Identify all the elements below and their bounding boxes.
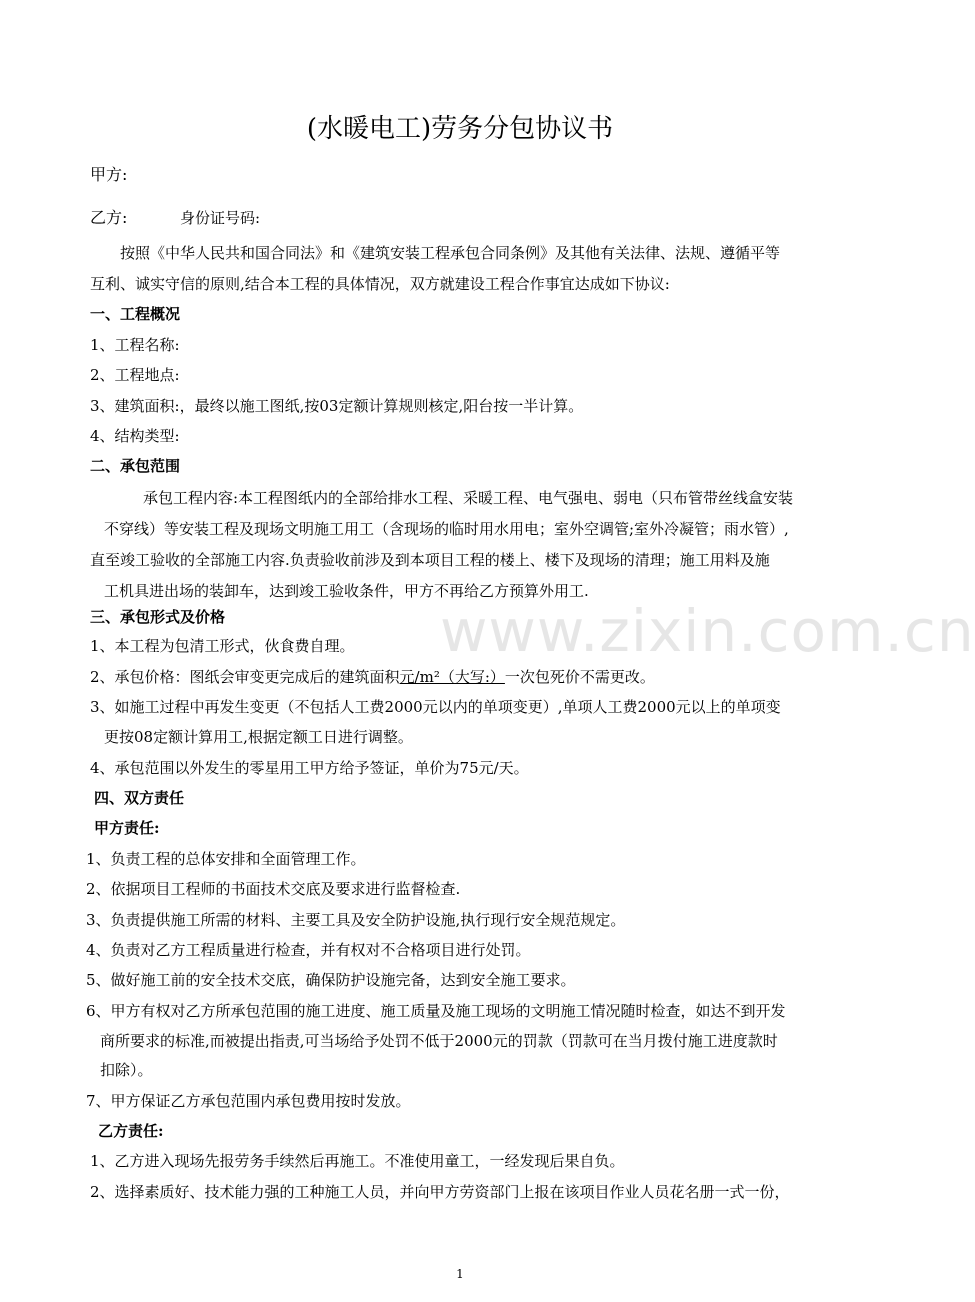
list-item (90, 667, 655, 687)
list-item: 3、如施工过程中再发生变更（不包括人工费2000元以内的单项变更）,单项人工费2000元以上的单项变 (90, 698, 781, 716)
subsection-heading: 乙方责任: (98, 1122, 164, 1140)
paragraph-line: 不穿线）等安装工程及现场文明施工用工（含现场的临时用水用电；室外空调管;室外冷凝管；雨水管）, (104, 520, 789, 538)
intro-line: 按照《中华人民共和国合同法》和《建筑安装工程承包合同条例》及其他有关法律、法规、遵循平等 (120, 244, 781, 262)
section-heading: 四、双方责任 (94, 789, 185, 807)
list-item: 1、本工程为包清工形式，伙食费自理。 (90, 637, 355, 655)
list-item: 1、乙方进入现场先报劳务手续然后再施工。不准使用童工，一经发现后果自负。 (90, 1152, 625, 1170)
list-item: 4、承包范围以外发生的零星用工甲方给予签证，单价为75元/天。 (90, 759, 529, 777)
list-item: 1、工程名称: (90, 336, 180, 354)
list-item: 2、选择素质好、技术能力强的工种施工人员，并向甲方劳资部门上报在该项目作业人员花名册一式一份， (90, 1183, 790, 1201)
paragraph-line: 直至竣工验收的全部施工内容.负责验收前涉及到本项目工程的楼上、楼下及现场的清理；施工用料及施 (90, 551, 770, 569)
watermark: www.zixin.com.cn (440, 597, 975, 665)
page-number: 1 (456, 1267, 464, 1281)
section-heading: 一、工程概况 (90, 305, 181, 323)
price-blank: 元/m²（大写:） (399, 668, 505, 686)
party-b-label: 乙方: (90, 208, 128, 227)
list-item: 2、依据项目工程师的书面技术交底及要求进行监督检查. (86, 880, 461, 898)
party-a-label: 甲方: (90, 165, 128, 184)
list-item: 2、工程地点: (90, 366, 180, 384)
document-title: (水暖电工)劳务分包协议书 (306, 114, 614, 144)
list-item: 4、负责对乙方工程质量进行检查，并有权对不合格项目进行处罚。 (86, 941, 531, 959)
list-item: 1、负责工程的总体安排和全面管理工作。 (86, 850, 366, 868)
list-item: 3、负责提供施工所需的材料、主要工具及安全防护设施,执行现行安全规范规定。 (86, 911, 626, 929)
list-item-continued: 商所要求的标准,而被提出指责,可当场给予处罚不低于2000元的罚款（罚款可在当月拨付施工进度款时 (100, 1032, 778, 1050)
list-item: 4、结构类型: (90, 427, 180, 445)
price-prefix: 2、承包价格：图纸会审变更完成后的建筑面积 (90, 668, 400, 686)
list-item: 6、甲方有权对乙方所承包范围的施工进度、施工质量及施工现场的文明施工情况随时检查，如达不到开发 (86, 1002, 786, 1020)
list-item: 3、建筑面积:，最终以施工图纸,按03定额计算规则核定,阳台按一半计算。 (90, 397, 584, 415)
paragraph-line: 承包工程内容:本工程图纸内的全部给排水工程、采暖工程、电气强电、弱电（只布管带丝线盒安装 (143, 489, 794, 507)
section-heading: 二、承包范围 (90, 457, 181, 475)
subsection-heading: 甲方责任: (94, 819, 160, 837)
intro-line: 互利、诚实守信的原则,结合本工程的具体情况，双方就建设工程合作事宜达成如下协议: (90, 275, 670, 293)
section-heading: 三、承包形式及价格 (90, 608, 226, 626)
price-suffix: 一次包死价不需更改。 (504, 668, 655, 686)
list-item-continued: 扣除）。 (100, 1061, 153, 1079)
id-number-label: 身份证号码: (180, 209, 261, 227)
list-item-continued: 更按08定额计算用工,根据定额工日进行调整。 (104, 728, 413, 746)
list-item: 7、甲方保证乙方承包范围内承包费用按时发放。 (86, 1092, 411, 1110)
list-item: 5、做好施工前的安全技术交底，确保防护设施完备，达到安全施工要求。 (86, 971, 576, 989)
paragraph-line: 工机具进出场的装卸车，达到竣工验收条件，甲方不再给乙方预算外用工. (104, 582, 589, 600)
